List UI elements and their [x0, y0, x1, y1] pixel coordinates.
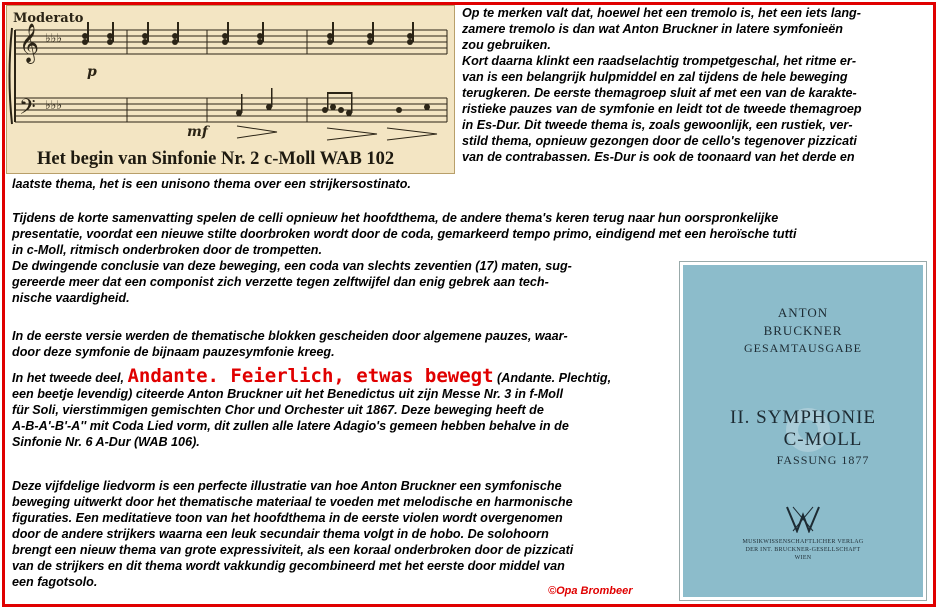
text-line: Tijdens de korte samenvatting spelen de celli opnieuw het hoofdthema, de andere thema's keren terug naar hun oorspronkelijke [12, 211, 779, 225]
text-line: presentatie, voordat een nieuwe stilte doorbroken wordt door de coda, gemarkeerd tempo primo, eindigend met een heroïsche tutti [12, 227, 797, 241]
text-line: Sinfonie Nr. 6 A-Dur (WAB 106). [12, 435, 200, 449]
lead-text: In het tweede deel, [12, 371, 128, 385]
cover-work-title: II. SYMPHONIE [730, 407, 876, 428]
svg-text:𝄢: 𝄢 [19, 95, 36, 125]
text-line: Kort daarna klinkt een raadselachtig trompetgeschal, het ritme er- [462, 54, 857, 68]
text-line: door deze symfonie de bijnaam pauzesymfonie kreeg. [12, 345, 335, 359]
text-line: van de strijkers en dit thema wordt vakkundig gecombineerd met het eerste door middel van [12, 559, 565, 573]
cover-publisher-line2: DER INT. BRUCKNER-GESELLSCHAFT [745, 547, 861, 553]
text-line: zamere tremolo is dan wat Anton Bruckner in latere symfonieën [462, 22, 843, 36]
score-caption: Het begin van Sinfonie Nr. 2 c-Moll WAB 102 [37, 149, 395, 169]
cover-composer-first: ANTON [777, 305, 829, 320]
dynamic-mf: mf [187, 124, 208, 140]
text-line: nische vaardigheid. [12, 291, 130, 305]
score-excerpt-image [6, 5, 455, 174]
text-line: laatste thema, het is een unisono thema over een strijkersostinato. [12, 177, 411, 191]
dynamic-p: p [87, 64, 97, 80]
text-line: A-B-A'-B'-A'' mit Coda Lied vorm, dit zullen alle latere Adagio's gemeen hebben behalve in de [12, 419, 569, 433]
cover-publisher-line1: MUSIKWISSENSCHAFTLICHER VERLAG [742, 539, 864, 545]
text-line: zou gebruiken. [462, 38, 551, 52]
paragraph-recap [12, 210, 796, 306]
text-line: Op te merken valt dat, hoewel het een tremolo is, het een iets lang- [462, 6, 861, 20]
cover-version: FASSUNG 1877 [776, 453, 870, 467]
text-line: in Es-Dur. Dit tweede thema is, zoals gewoonlijk, een rustiek, ver- [462, 118, 853, 132]
movement-title: Andante. Feierlich, etwas bewegt [127, 365, 494, 387]
text-line: brengt een nieuw thema van grote expressiviteit, als een koraal onderbroken door de pizzicati [12, 543, 574, 557]
cover-edition: GESAMTAUSGABE [743, 341, 863, 355]
text-line: van de contrabassen. Es-Dur is ook de toonaard van het derde en [462, 150, 855, 164]
publisher-logo-icon [785, 505, 821, 533]
text-line [12, 365, 612, 387]
after-title-text: (Andante. Plechtig, [493, 371, 612, 385]
paragraph-song-form [12, 478, 573, 590]
text-line: stild thema, opnieuw gezongen door de cello's tegenover pizzicati [462, 134, 857, 148]
text-line: In de eerste versie werden de thematische blokken gescheiden door algemene pauzes, waar- [12, 329, 568, 343]
text-line: figuraties. Een meditatieve toon van het hoofdthema in de eerste violen wordt overgenomen [12, 511, 563, 525]
text-line: terugkeren. De eerste themagroep sluit af met een van de karakte- [462, 86, 857, 100]
cover-composer-last: BRUCKNER [763, 323, 843, 338]
text-line: in c-Moll, ritmisch onderbroken door de trompetten. [12, 243, 322, 257]
svg-text:𝄞: 𝄞 [19, 23, 40, 63]
paragraph-intro [462, 5, 862, 165]
copyright-signature: ©Opa Brombeer [548, 585, 633, 597]
text-line: gereerde meer dat een componist zich verzette tegen zelftwijfel dan enig gebrek aan tech- [12, 275, 549, 289]
paragraph-first-version [12, 328, 568, 360]
paragraph-second-movement [12, 365, 612, 450]
score-cover-image [680, 262, 926, 600]
svg-text:♭♭♭: ♭♭♭ [45, 98, 62, 112]
text-line: ristieke pauzes van de symfonie en leidt tot de tweede themagroep [462, 102, 862, 116]
text-line: beweging uitwerkt door het thematische materiaal te voeden met melodische en harmonische [12, 495, 573, 509]
tempo-marking: Moderato [13, 11, 84, 26]
text-line: een fagotsolo. [12, 575, 98, 589]
text-line: Deze vijfdelige liedvorm is een perfecte illustratie van hoe Anton Bruckner een symfonische [12, 479, 562, 493]
text-line: für Soli, vierstimmigen gemischten Chor und Orchester uit 1867. Deze beweging heeft de [12, 403, 544, 417]
text-line: van is een belangrijk hulpmiddel en zal tijdens de hele beweging [462, 70, 848, 84]
svg-text:♭♭♭: ♭♭♭ [45, 31, 62, 45]
text-line: door de andere strijkers waarna een leuk secundair thema volgt in de hobo. De solohoorn [12, 527, 549, 541]
cover-publisher-line3: WIEN [794, 555, 812, 561]
paragraph-intro-end [12, 176, 411, 192]
text-line: De dwingende conclusie van deze beweging, een coda van slechts zeventien (17) maten, sug- [12, 259, 572, 273]
text-line: een beetje levendig) citeerde Anton Bruckner uit het Benedictus uit zijn Messe Nr. 3 in f-Moll [12, 387, 563, 401]
music-notation [7, 6, 454, 173]
cover-work-key: C-MOLL [783, 429, 863, 450]
